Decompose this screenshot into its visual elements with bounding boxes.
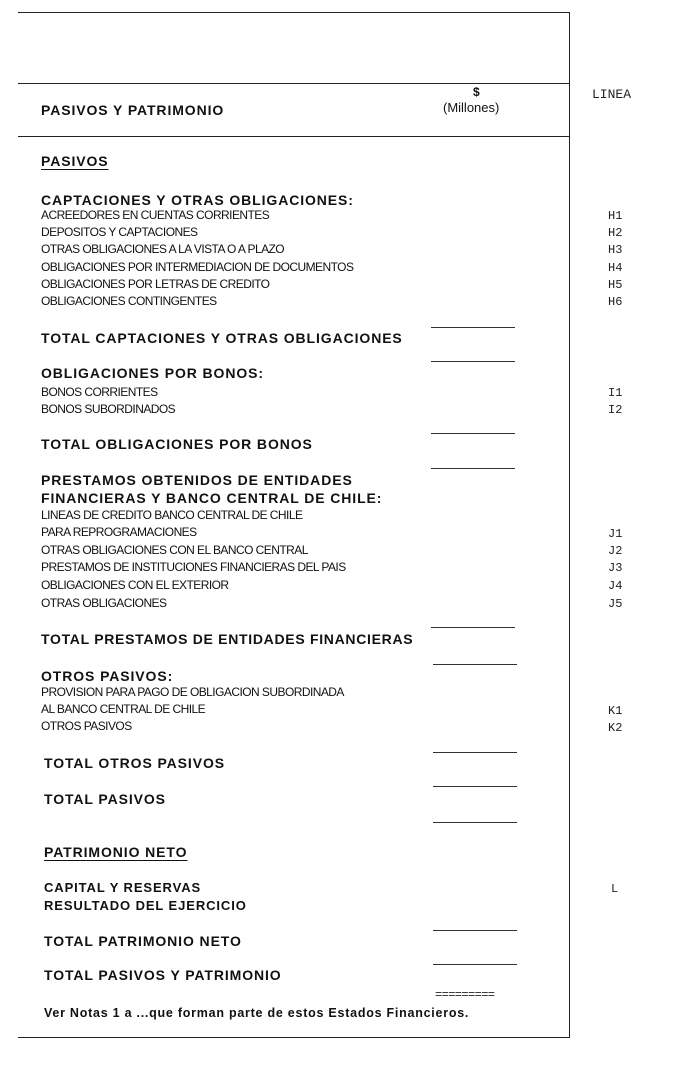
line-item: OBLIGACIONES POR LETRAS DE CREDITO	[41, 277, 270, 291]
line-code: J2	[608, 544, 623, 558]
line-code: K2	[608, 721, 623, 735]
bonos-heading: OBLIGACIONES POR BONOS:	[41, 365, 264, 381]
amount-underline	[431, 361, 515, 362]
pasivos-heading: PASIVOS	[41, 153, 109, 169]
total-captaciones: TOTAL CAPTACIONES Y OTRAS OBLIGACIONES	[41, 330, 403, 346]
amount-underline	[433, 752, 517, 753]
captaciones-heading: CAPTACIONES Y OTRAS OBLIGACIONES:	[41, 192, 354, 208]
line-item: OTRAS OBLIGACIONES CON EL BANCO CENTRAL	[41, 543, 308, 557]
double-underline: =========	[435, 988, 495, 1002]
total-prestamos: TOTAL PRESTAMOS DE ENTIDADES FINANCIERAS	[41, 631, 414, 647]
line-item: PROVISION PARA PAGO DE OBLIGACION SUBORDINADA	[41, 685, 344, 699]
line-code: J1	[608, 527, 623, 541]
resultado-del-ejercicio: RESULTADO DEL EJERCICIO	[44, 898, 247, 913]
line-code: H2	[608, 226, 623, 240]
line-code: J3	[608, 561, 623, 575]
line-item: OTRAS OBLIGACIONES A LA VISTA O A PLAZO	[41, 242, 285, 256]
right-border	[569, 12, 570, 1038]
amount-underline	[433, 822, 517, 823]
total-pasivos-y-patrimonio: TOTAL PASIVOS Y PATRIMONIO	[44, 967, 282, 983]
line-code: H3	[608, 243, 623, 257]
total-bonos: TOTAL OBLIGACIONES POR BONOS	[41, 436, 313, 452]
line-code: H1	[608, 209, 623, 223]
footer-note: Ver Notas 1 a ...que forman parte de estos Estados Financieros.	[44, 1006, 470, 1020]
amount-underline	[433, 786, 517, 787]
top-border	[18, 12, 570, 13]
line-code: J5	[608, 597, 623, 611]
line-item: PRESTAMOS DE INSTITUCIONES FINANCIERAS DEL PAIS	[41, 560, 346, 574]
line-item: BONOS CORRIENTES	[41, 385, 158, 399]
line-item: OBLIGACIONES POR INTERMEDIACION DE DOCUMENTOS	[41, 260, 354, 274]
currency-symbol: $	[473, 85, 480, 99]
line-item: ACREEDORES EN CUENTAS CORRIENTES	[41, 208, 270, 222]
line-item: OTROS PASIVOS	[41, 719, 132, 733]
amount-underline	[433, 664, 517, 665]
otros-heading: OTROS PASIVOS:	[41, 668, 174, 684]
line-item: OBLIGACIONES CONTINGENTES	[41, 294, 217, 308]
line-code: H5	[608, 278, 623, 292]
prestamos-heading-2: FINANCIERAS Y BANCO CENTRAL DE CHILE:	[41, 490, 383, 506]
line-code: H6	[608, 295, 623, 309]
line-item: LINEAS DE CREDITO BANCO CENTRAL DE CHILE	[41, 508, 303, 522]
linea-column-header: LINEA	[592, 87, 632, 102]
line-item: DEPOSITOS Y CAPTACIONES	[41, 225, 198, 239]
line-item: BONOS SUBORDINADOS	[41, 402, 176, 416]
line-item: PARA REPROGRAMACIONES	[41, 525, 197, 539]
line-item: OTRAS OBLIGACIONES	[41, 596, 167, 610]
total-patrimonio-neto: TOTAL PATRIMONIO NETO	[44, 933, 242, 949]
line-item: AL BANCO CENTRAL DE CHILE	[41, 702, 206, 716]
currency-unit: (Millones)	[443, 100, 500, 115]
amount-underline	[433, 930, 517, 931]
amount-underline	[433, 964, 517, 965]
line-code: I1	[608, 386, 623, 400]
line-code: J4	[608, 579, 623, 593]
bottom-border	[18, 1037, 570, 1038]
line-item: OBLIGACIONES CON EL EXTERIOR	[41, 578, 229, 592]
line-code: H4	[608, 261, 623, 275]
amount-underline	[431, 433, 515, 434]
capital-y-reservas: CAPITAL Y RESERVAS	[44, 880, 202, 895]
line-code: L	[611, 882, 619, 896]
total-otros-pasivos: TOTAL OTROS PASIVOS	[44, 755, 225, 771]
header-rule	[18, 83, 570, 84]
patrimonio-heading: PATRIMONIO NETO	[44, 844, 188, 860]
total-pasivos: TOTAL PASIVOS	[44, 791, 166, 807]
amount-underline	[431, 627, 515, 628]
header-bottom-rule	[18, 136, 570, 137]
amount-underline	[431, 327, 515, 328]
page-title: PASIVOS Y PATRIMONIO	[41, 102, 225, 118]
amount-underline	[431, 468, 515, 469]
prestamos-heading: PRESTAMOS OBTENIDOS DE ENTIDADES	[41, 472, 353, 488]
line-code: I2	[608, 403, 623, 417]
line-code: K1	[608, 704, 623, 718]
